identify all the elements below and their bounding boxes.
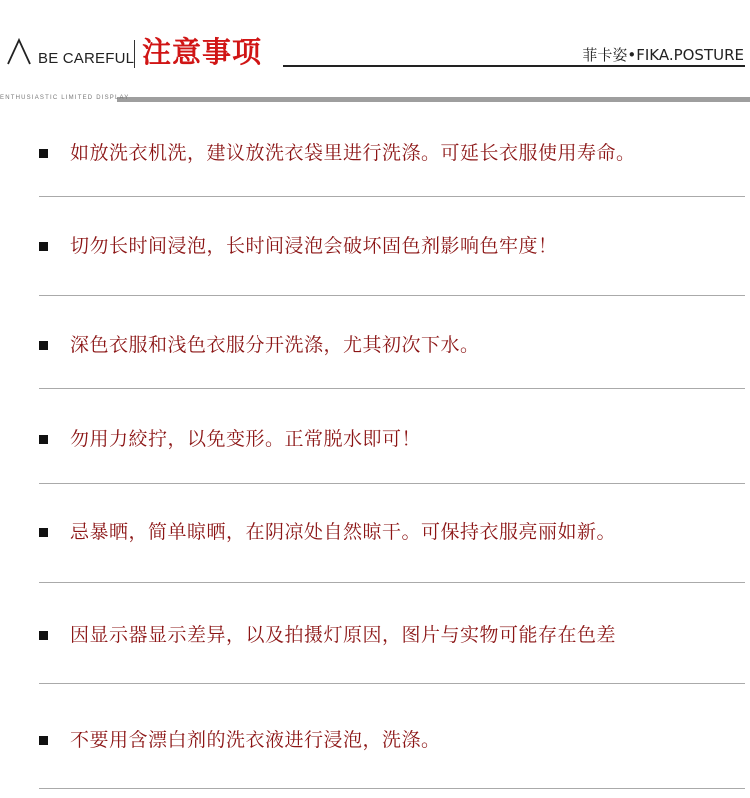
- title-divider: [134, 40, 135, 68]
- list-item-text: 勿用力絞拧，以免变形。正常脱水即可！: [70, 428, 422, 450]
- list-item-text: 不要用含漂白剂的洗衣液进行浸泡，洗涤。: [70, 729, 441, 751]
- divider: [39, 295, 745, 296]
- header: [0, 0, 750, 100]
- header-gray-bar: [117, 97, 750, 102]
- bullet-square-icon: [39, 435, 48, 444]
- list-item-text: 切勿长时间浸泡，长时间浸泡会破坏固色剂影响色牢度！: [70, 235, 558, 257]
- divider: [39, 196, 745, 197]
- header-subtext: ENTHUSIASTIC LIMITED DISPLAY: [0, 95, 130, 101]
- be-careful-label: BE CAREFUL: [38, 50, 135, 67]
- divider: [39, 683, 745, 684]
- divider: [39, 388, 745, 389]
- bullet-square-icon: [39, 631, 48, 640]
- header-underline: [283, 65, 745, 67]
- divider: [39, 788, 745, 789]
- bullet-square-icon: [39, 341, 48, 350]
- list-item-text: 如放洗衣机洗，建议放洗衣袋里进行洗涤。可延长衣服使用寿命。: [70, 142, 636, 164]
- bullet-square-icon: [39, 242, 48, 251]
- bullet-square-icon: [39, 528, 48, 537]
- divider: [39, 582, 745, 583]
- bullet-square-icon: [39, 149, 48, 158]
- page-title: 注意事项: [142, 35, 263, 69]
- divider: [39, 483, 745, 484]
- bullet-square-icon: [39, 736, 48, 745]
- list-item-text: 因显示器显示差异，以及拍摄灯原因，图片与实物可能存在色差: [70, 624, 617, 646]
- brand-name: 菲卡姿•FIKA.POSTURE: [582, 46, 744, 64]
- list-item-text: 深色衣服和浅色衣服分开洗涤，尤其初次下水。: [70, 334, 480, 356]
- chevron-logo-icon: [6, 36, 32, 66]
- list-item-text: 忌暴晒，简单晾晒，在阴凉处自然晾干。可保持衣服亮丽如新。: [70, 521, 617, 543]
